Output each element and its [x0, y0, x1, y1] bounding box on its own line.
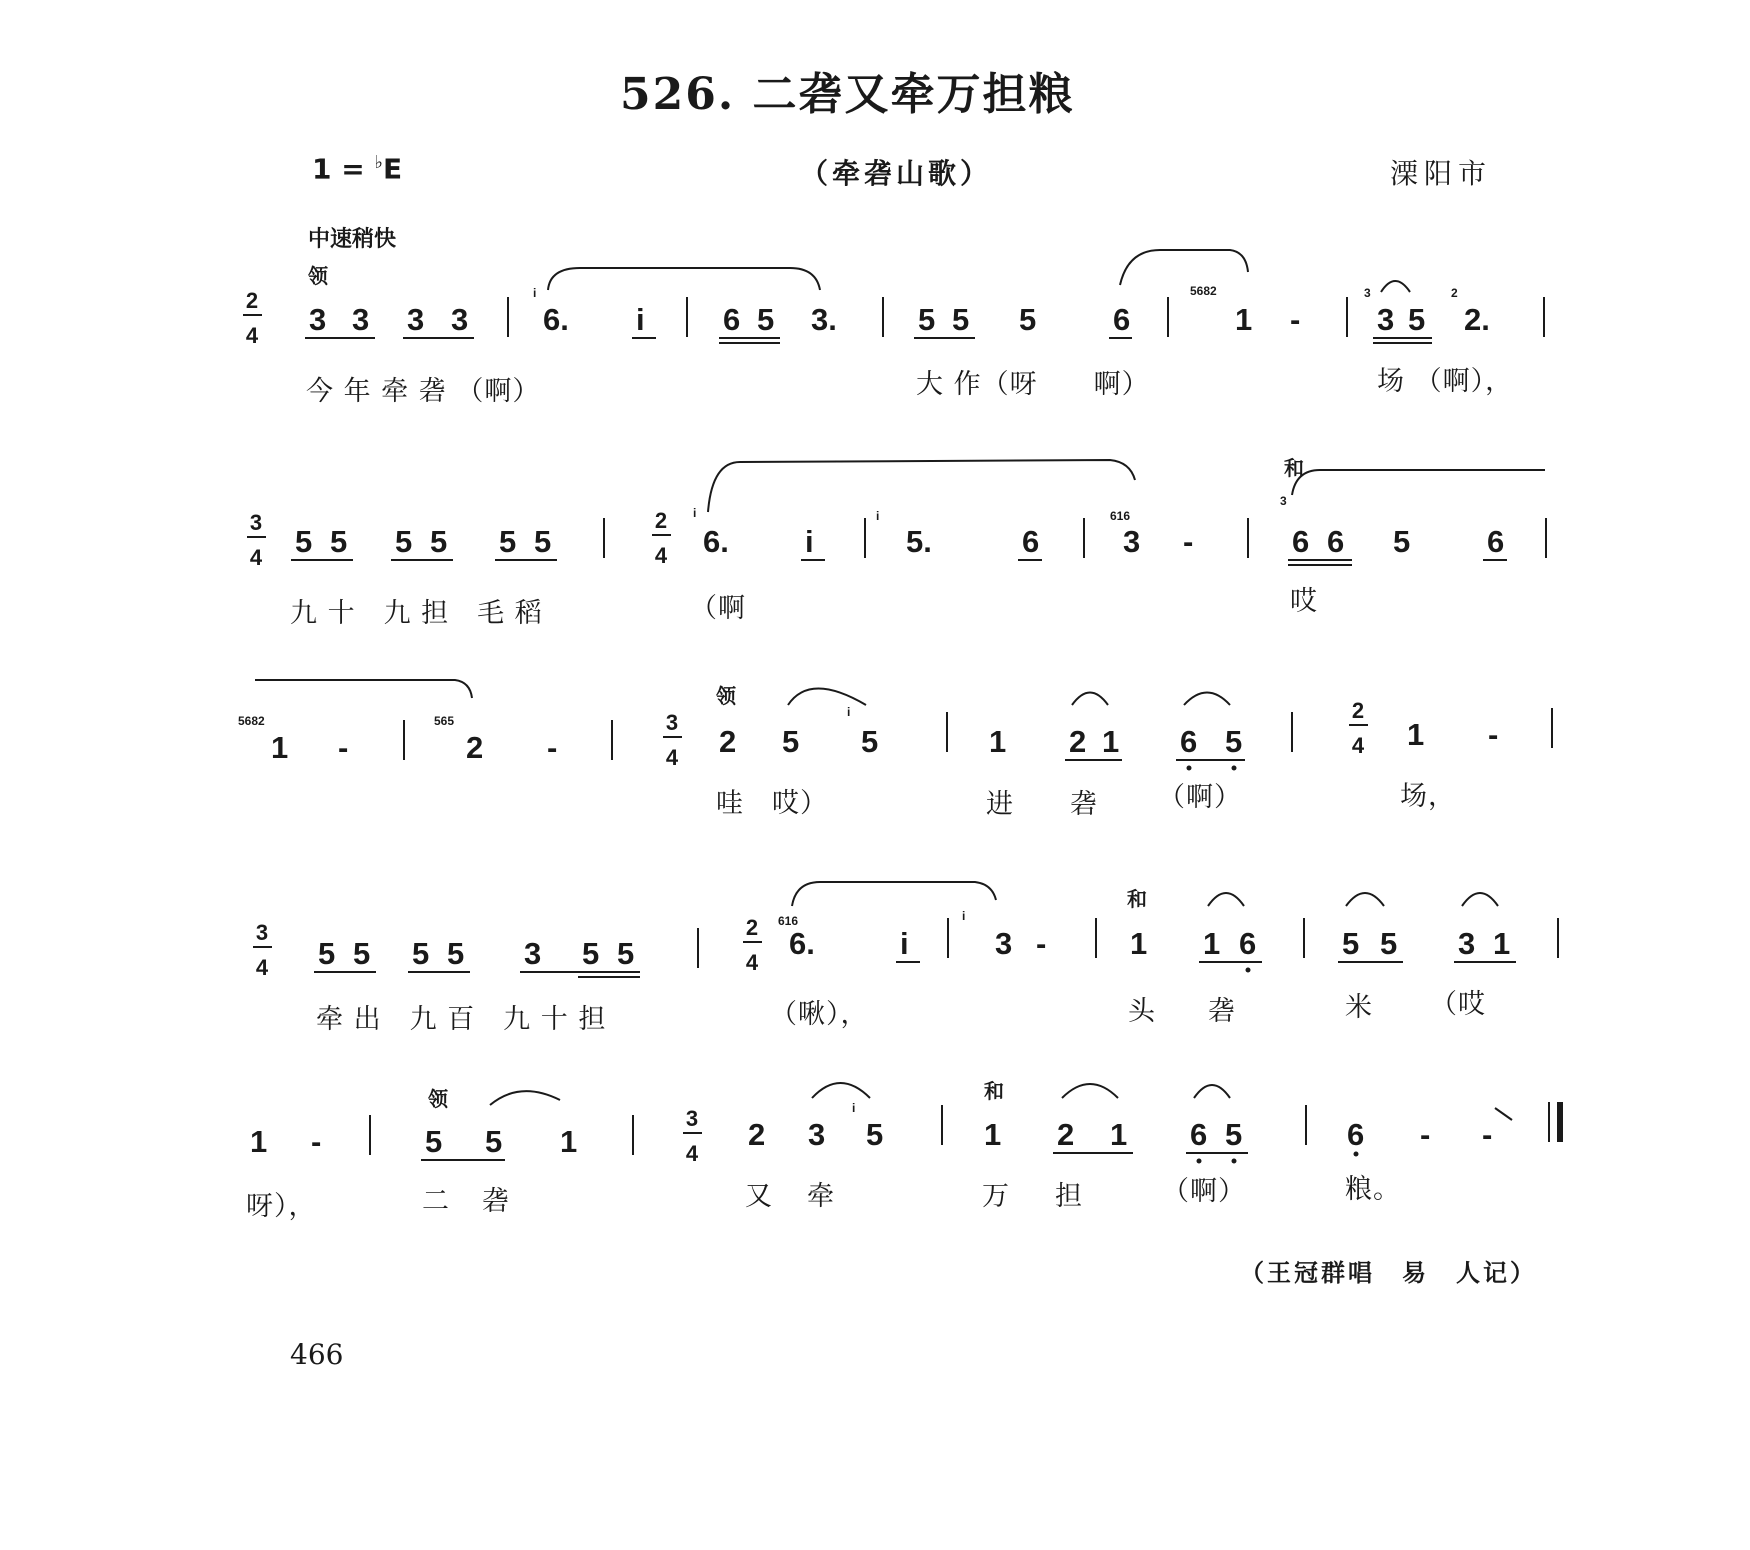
lead-cue: 领 — [716, 684, 736, 708]
lyric: 头 — [1128, 996, 1156, 1027]
time-sig-num: 2 — [745, 915, 759, 940]
breath-mark — [1495, 1108, 1512, 1120]
note: 3 — [451, 302, 469, 337]
note: 6 — [1327, 524, 1345, 559]
lyric: （啊） — [1158, 782, 1242, 813]
note: 5 — [582, 936, 600, 971]
lyric: （哎 — [1430, 989, 1486, 1020]
note: 3 — [524, 936, 542, 971]
song-genre: （牵砻山歌） — [800, 157, 993, 190]
grace-note: i — [962, 909, 966, 923]
slur — [812, 1083, 870, 1098]
time-sig-num: 3 — [685, 1106, 699, 1131]
slur — [1462, 893, 1498, 906]
slur — [708, 460, 1135, 512]
note: 5 — [534, 524, 552, 559]
note: 5 — [952, 302, 970, 337]
chorus-cue: 和 — [1284, 456, 1304, 480]
lyric: 呀）， — [246, 1191, 317, 1222]
note: 1 — [271, 730, 289, 765]
slur — [1346, 893, 1384, 906]
slur — [1072, 693, 1108, 706]
chorus-cue: 和 — [984, 1079, 1004, 1103]
slur — [490, 1091, 560, 1105]
note: 5 — [499, 524, 517, 559]
time-sig-den: 4 — [1351, 733, 1365, 758]
note: 5 — [918, 302, 936, 337]
grace-note: 616 — [778, 914, 799, 928]
slur — [1208, 893, 1244, 906]
time-sig-num: 2 — [654, 508, 668, 533]
grace-note: i — [852, 1101, 856, 1115]
lyric: 砻 — [1208, 996, 1236, 1027]
note: 1 — [989, 724, 1007, 759]
note: 1 — [1203, 926, 1221, 961]
system-3 — [238, 680, 1552, 820]
slur — [1120, 250, 1248, 285]
note: 5 — [485, 1124, 503, 1159]
grace-note: 565 — [434, 714, 455, 728]
slur — [1184, 693, 1230, 706]
note: 5 — [1380, 926, 1398, 961]
lyric: 二 — [422, 1186, 450, 1217]
note: 2 — [466, 730, 484, 765]
note: 3 — [352, 302, 370, 337]
note: 5 — [447, 936, 465, 971]
low-octave-dot — [1197, 1159, 1202, 1164]
grace-note: i — [876, 509, 880, 523]
note: - — [547, 730, 558, 765]
note: 5 — [1225, 724, 1243, 759]
note: 6 — [723, 302, 741, 337]
note: i — [900, 926, 909, 961]
slur — [1194, 1085, 1230, 1098]
grace-note: 3 — [1280, 494, 1287, 508]
page-number: 466 — [290, 1338, 344, 1371]
note: 6 — [1022, 524, 1040, 559]
note: 6 — [1190, 1117, 1208, 1152]
note: 1 — [1110, 1117, 1128, 1152]
note: - — [1183, 524, 1194, 559]
lyric: 又 — [745, 1181, 773, 1212]
low-octave-dot — [1232, 1159, 1237, 1164]
note: 1 — [1102, 724, 1120, 759]
note: 5 — [412, 936, 430, 971]
note: 2. — [1464, 302, 1490, 337]
lyric: 粮。 — [1345, 1174, 1401, 1205]
tempo-marking: 中速稍快 — [308, 227, 397, 252]
note: i — [805, 524, 814, 559]
lyric: 场， — [1400, 781, 1456, 812]
note: - — [1036, 926, 1047, 961]
note: 6 — [1113, 302, 1131, 337]
note: 1 — [250, 1124, 268, 1159]
note: 5 — [757, 302, 775, 337]
note: - — [1488, 717, 1499, 752]
note: - — [1420, 1117, 1431, 1152]
lyric: 大 作（呀 啊） — [916, 369, 1150, 400]
note: 2 — [748, 1117, 766, 1152]
time-sig-den: 4 — [685, 1141, 699, 1166]
note: 5 — [1019, 302, 1037, 337]
lyric: 担 — [1055, 1181, 1083, 1212]
note: 3 — [1458, 926, 1476, 961]
note: 1 — [984, 1117, 1002, 1152]
grace-note: 616 — [1110, 509, 1131, 523]
note: 3 — [1123, 524, 1141, 559]
slur — [1292, 470, 1545, 495]
grace-note: i — [533, 286, 537, 300]
slur — [792, 882, 996, 906]
lyric: （啾）， — [770, 999, 869, 1030]
system-5 — [246, 1083, 1560, 1222]
lyric: 牵 出 九 百 九 十 担 — [316, 1004, 607, 1035]
note: 5 — [295, 524, 313, 559]
grace-note: 5682 — [238, 714, 265, 728]
note: 1 — [1407, 717, 1425, 752]
song-title: 526. 二砻又牵万担粮 — [620, 69, 1075, 120]
note: 2 — [719, 724, 737, 759]
note: 6. — [703, 524, 729, 559]
credit-line: （王冠群唱 易 人记） — [1240, 1258, 1537, 1287]
lead-cue: 领 — [428, 1087, 448, 1111]
lyric: 哇 哎） — [716, 788, 828, 819]
slur — [548, 268, 820, 290]
slur — [1381, 281, 1410, 292]
note: 3 — [808, 1117, 826, 1152]
note: 6 — [1347, 1117, 1365, 1152]
note: 6 — [1239, 926, 1257, 961]
note: - — [1482, 1117, 1493, 1152]
note: 2 — [1057, 1117, 1075, 1152]
time-sig-den: 4 — [745, 950, 759, 975]
time-sig-num: 3 — [255, 920, 269, 945]
system-1 — [243, 250, 1544, 407]
note: 5 — [1393, 524, 1411, 559]
note: i — [636, 302, 645, 337]
lyric: 米 — [1345, 992, 1373, 1023]
song-origin: 溧阳市 — [1390, 157, 1493, 190]
slur — [788, 689, 866, 706]
grace-note: i — [847, 705, 851, 719]
note: 5 — [318, 936, 336, 971]
note: 3 — [995, 926, 1013, 961]
lyric: 砻 — [482, 1186, 510, 1217]
note: 1 — [1130, 926, 1148, 961]
note: - — [338, 730, 349, 765]
note: 5 — [353, 936, 371, 971]
slur — [1062, 1084, 1118, 1098]
low-octave-dot — [1232, 766, 1237, 771]
lyric: 九 十 九 担 毛 稻 — [290, 598, 543, 629]
time-sig-num: 2 — [245, 288, 259, 313]
system-2 — [247, 460, 1546, 629]
note: 6. — [789, 926, 815, 961]
grace-note: 2 — [1451, 286, 1458, 300]
note: 5. — [906, 524, 932, 559]
time-sig-num: 3 — [665, 710, 679, 735]
note: 5 — [430, 524, 448, 559]
note: 5 — [330, 524, 348, 559]
lyric: 砻 — [1070, 789, 1098, 820]
time-sig-num: 2 — [1351, 698, 1365, 723]
note: 6. — [543, 302, 569, 337]
low-octave-dot — [1354, 1152, 1359, 1157]
note: 5 — [1342, 926, 1360, 961]
note: 2 — [1069, 724, 1087, 759]
slur — [255, 680, 472, 698]
time-sig-den: 4 — [255, 955, 269, 980]
lyric: （啊 — [690, 593, 746, 624]
key-note: E — [382, 152, 403, 186]
note: 5 — [782, 724, 800, 759]
time-sig-den: 4 — [245, 323, 259, 348]
note: 5 — [1408, 302, 1426, 337]
flat-sign: ♭ — [374, 152, 383, 173]
lyric: 今 年 牵 砻 （啊） — [306, 376, 541, 407]
note: 3 — [309, 302, 327, 337]
chorus-cue: 和 — [1127, 887, 1147, 911]
time-sig-den: 4 — [665, 745, 679, 770]
note: - — [311, 1124, 322, 1159]
note: 5 — [425, 1124, 443, 1159]
time-sig-den: 4 — [249, 545, 263, 570]
system-4 — [253, 882, 1558, 1035]
note: 5 — [866, 1117, 884, 1152]
note: 1 — [1235, 302, 1253, 337]
note: 5 — [1225, 1117, 1243, 1152]
note: 5 — [617, 936, 635, 971]
note: 5 — [395, 524, 413, 559]
key-prefix: 1 = — [312, 152, 375, 186]
note: 6 — [1180, 724, 1198, 759]
lyric: （啊） — [1162, 1176, 1246, 1207]
time-sig-num: 3 — [249, 510, 263, 535]
lead-cue: 领 — [308, 264, 328, 288]
lyric: 牵 — [807, 1181, 835, 1212]
note: 5 — [861, 724, 879, 759]
lyric: 万 — [982, 1181, 1010, 1212]
note: 6 — [1487, 524, 1505, 559]
note: 3 — [1377, 302, 1395, 337]
grace-note: i — [693, 506, 697, 520]
lyric: 场 （啊）， — [1377, 366, 1514, 397]
note: 3 — [407, 302, 425, 337]
time-sig-den: 4 — [654, 543, 668, 568]
lyric: 进 — [986, 789, 1014, 820]
note: 1 — [1493, 926, 1511, 961]
low-octave-dot — [1246, 968, 1251, 973]
note: 6 — [1292, 524, 1310, 559]
grace-note: 3 — [1364, 286, 1371, 300]
note: - — [1290, 302, 1301, 337]
note: 3. — [811, 302, 837, 337]
note: 1 — [560, 1124, 578, 1159]
grace-note: 5682 — [1190, 284, 1217, 298]
lyric: 哎 — [1290, 586, 1318, 617]
low-octave-dot — [1187, 766, 1192, 771]
